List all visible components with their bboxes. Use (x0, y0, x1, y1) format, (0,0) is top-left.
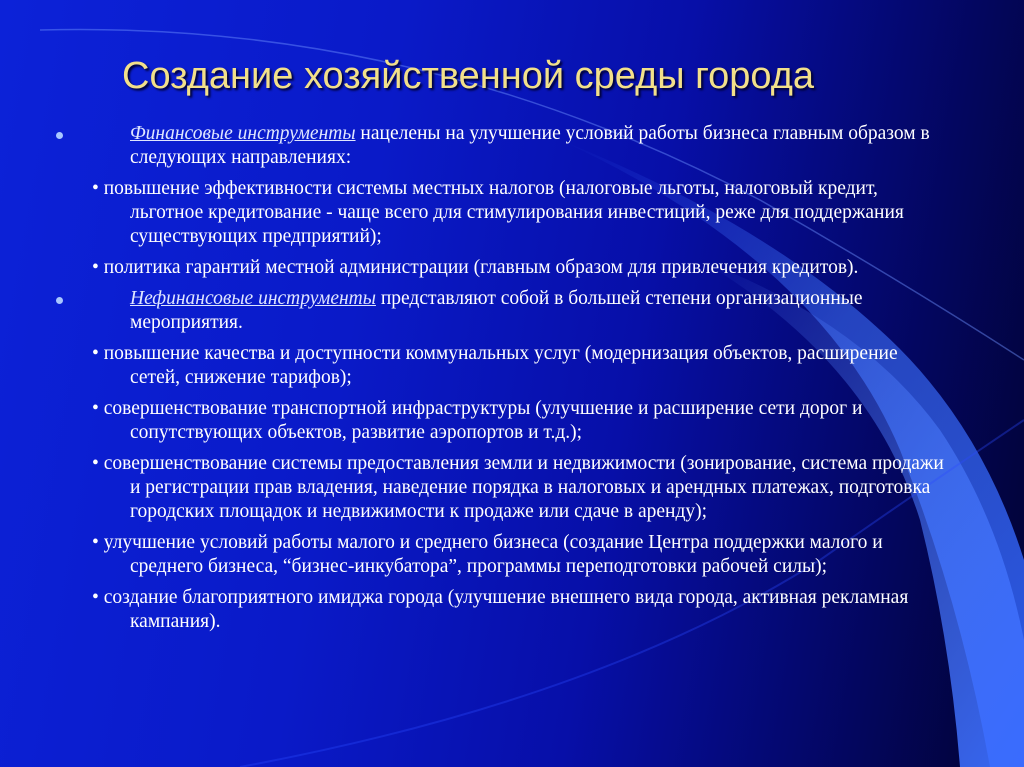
item-text: представляют собой в большей степени организационные мероприятия. (130, 288, 863, 333)
list-item-nonfinancial-instruments (90, 287, 950, 335)
list-item: • совершенствование системы предоставления земли и недвижимости (зонирование, система продажи и регистрации прав владения, наведение порядка в налоговых и арендных платежах, подготовка городских площадок и недвижимости к продаже или сдаче в аренду); (92, 453, 944, 522)
list-item: • повышение качества и доступности коммунальных услуг (модернизация объектов, расширение сетей, снижение тарифов); (92, 343, 898, 388)
term-financial-instruments: Финансовые инструменты (130, 123, 356, 144)
list-item-financial-instruments (90, 122, 950, 170)
slide-title: Создание хозяйственной среды города (122, 55, 815, 97)
bullet-dot-icon (56, 297, 63, 304)
slide-content (90, 122, 950, 641)
list-item: • повышение эффективности системы местных налогов (налоговые льготы, налоговый кредит, льготное кредитование - чаще всего для стимулирования инвестиций, реже для поддержания существующих предприятий); (92, 178, 904, 247)
item-text: нацелены на улучшение условий работы бизнеса главным образом в следующих направлениях: (130, 123, 930, 168)
bullet-dot-icon (56, 132, 63, 139)
list-item: • совершенствование транспортной инфраструктуры (улучшение и расширение сети дорог и сопутствующих объектов, развитие аэропортов и т.д.); (92, 398, 863, 443)
list-item: • политика гарантий местной администрации (главным образом для привлечения кредитов). (92, 257, 859, 278)
term-nonfinancial-instruments: Нефинансовые инструменты (130, 288, 376, 309)
list-item: • создание благоприятного имиджа города (улучшение внешнего вида города, активная рекламная кампания). (92, 587, 909, 632)
list-item: • улучшение условий работы малого и среднего бизнеса (создание Центра поддержки малого и среднего бизнеса, “бизнес-инкубатора”, программы переподготовки рабочей силы); (92, 532, 883, 577)
